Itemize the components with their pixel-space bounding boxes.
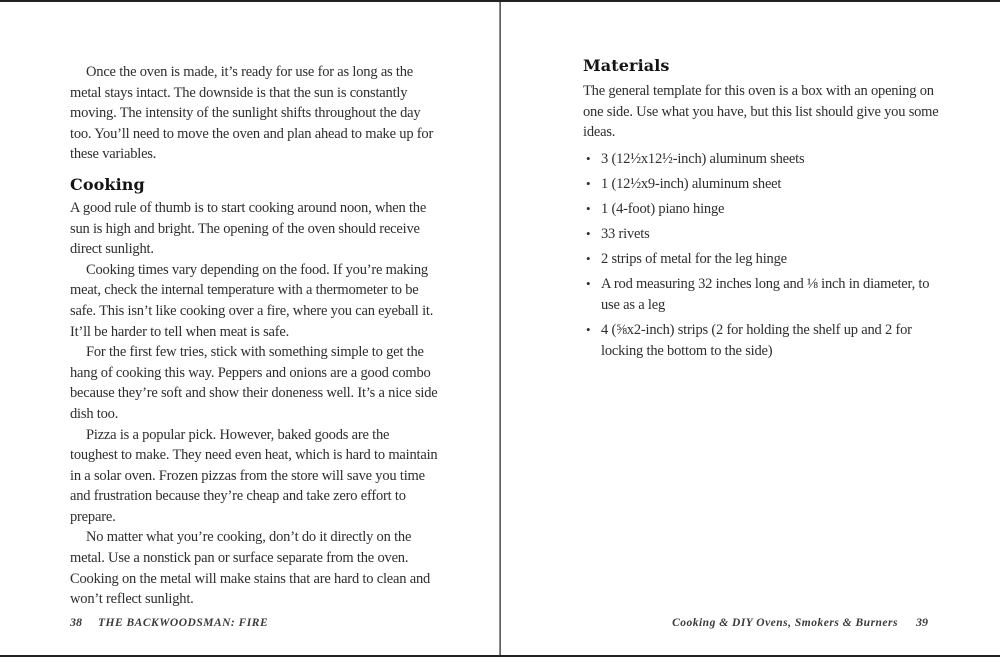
paragraph: The general template for this oven is a box with an opening on one side. Use what you have, but this list should give you some ideas. bbox=[583, 83, 939, 141]
running-title: Cooking & DIY Ovens, Smokers & Burners bbox=[672, 617, 898, 629]
material-item-text: 2 strips of metal for the leg hinge bbox=[601, 251, 787, 268]
material-item bbox=[583, 199, 939, 220]
material-item-text: 1 (12½x9-inch) aluminum sheet bbox=[601, 175, 782, 192]
paragraph: Pizza is a popular pick. However, baked goods are the toughest to make. They need even heat, which is hard to maintain in a solar oven. Frozen pizzas from the store will save you time and frustration because they’re cheap and take zero effort to prepare. bbox=[70, 426, 438, 525]
material-item bbox=[583, 320, 939, 361]
section-heading-cooking: Cooking bbox=[70, 174, 145, 194]
paragraph: Once the oven is made, it’s ready for use for as long as the metal stays intact. The downside is that the sun is constantly moving. The intensity of the sunlight shifts throughout the day too. You’ll need to move the oven and plan ahead to make up for these variables. bbox=[70, 64, 434, 163]
section-heading-materials: Materials bbox=[583, 56, 670, 75]
material-item bbox=[583, 274, 939, 315]
material-item-text: 1 (4-foot) piano hinge bbox=[601, 200, 725, 217]
material-item bbox=[583, 224, 939, 245]
right-page-footer bbox=[672, 615, 928, 630]
bottom-edge-rule bbox=[0, 655, 1000, 657]
material-item-text: 33 rivets bbox=[601, 226, 650, 243]
paragraph: No matter what you’re cooking, don’t do it directly on the metal. Use a nonstick pan or surface separate from the oven. Cooking on the metal will make stains that are hard to clean and won’t reflect sunlight. bbox=[70, 529, 431, 608]
paragraph: Cooking times vary depending on the food. If you’re making meat, check the internal temperature with a thermometer to be safe. This isn’t like cooking over a fire, where you can eyeball it. It’ll be harder to tell when meat is safe. bbox=[70, 261, 434, 340]
left-page-body bbox=[70, 62, 438, 610]
paragraph: For the first few tries, stick with something simple to get the hang of cooking this way. Peppers and onions are a good combo because they’re soft and show their doneness well. It’s a nice side dish too. bbox=[70, 344, 438, 422]
page-number: 38 bbox=[70, 615, 82, 629]
material-item-text: 3 (12½x12½-inch) aluminum sheets bbox=[601, 150, 805, 167]
left-page-footer bbox=[70, 615, 268, 630]
material-item bbox=[583, 249, 939, 270]
page-number: 39 bbox=[916, 615, 928, 629]
materials-list bbox=[583, 149, 939, 361]
material-item-text: 4 (⅝x2-inch) strips (2 for holding the shelf up and 2 for locking the bottom to the side) bbox=[601, 321, 912, 359]
running-title: THE BACKWOODSMAN: FIRE bbox=[98, 617, 269, 629]
material-item bbox=[583, 174, 939, 195]
right-page-body bbox=[583, 56, 939, 366]
material-item bbox=[583, 149, 939, 170]
paragraph: A good rule of thumb is to start cooking around noon, when the sun is high and bright. The opening of the oven should receive direct sunlight. bbox=[70, 199, 427, 258]
page-gutter-divider bbox=[499, 2, 501, 655]
material-item-text: A rod measuring 32 inches long and ⅛ inch in diameter, to use as a leg bbox=[601, 276, 930, 313]
